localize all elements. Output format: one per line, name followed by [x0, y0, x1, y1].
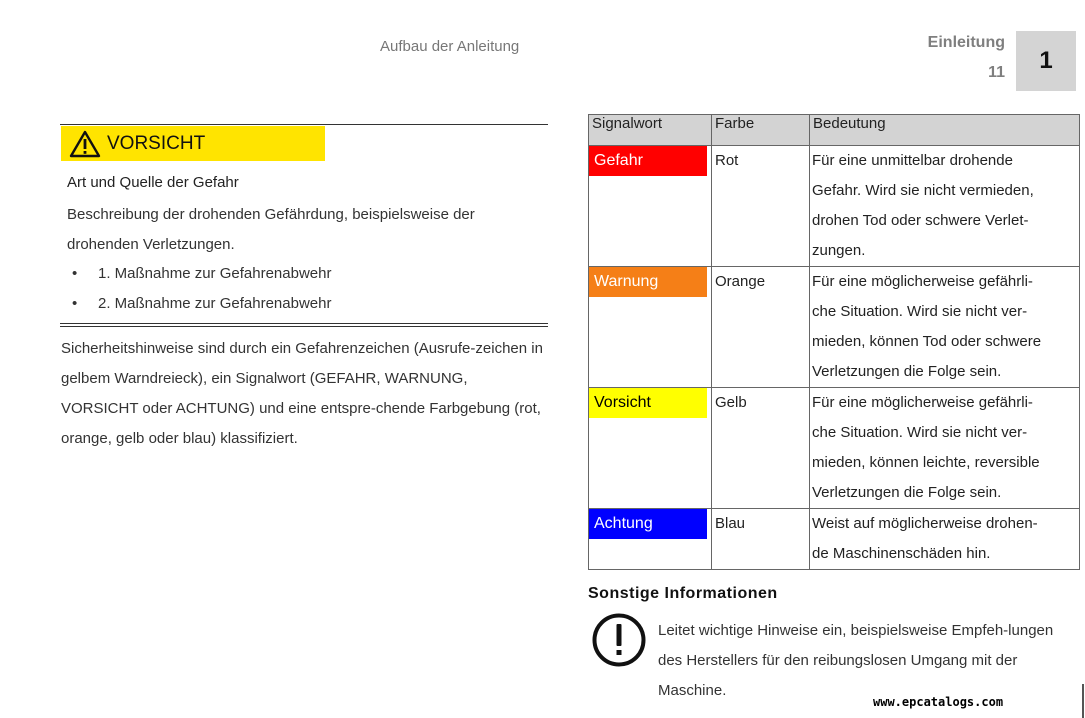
meaning-line: mieden, können Tod oder schwere	[812, 333, 1042, 350]
warning-box-top-rule	[60, 124, 548, 125]
table-row	[589, 267, 1080, 388]
signal-word: VORSICHT	[107, 132, 206, 154]
table-row	[589, 509, 1080, 570]
column-header-farbe: Farbe	[712, 115, 810, 146]
meaning-line: zungen.	[812, 242, 866, 259]
other-info-title: Sonstige Informationen	[588, 585, 778, 602]
signal-word-chip: Achtung	[589, 509, 707, 539]
signal-cell	[589, 146, 712, 267]
color-cell: Orange	[712, 267, 810, 388]
signal-banner	[61, 126, 325, 161]
meaning-line: Verletzungen die Folge sein.	[812, 484, 1002, 501]
warning-box-bottom-rule	[60, 323, 548, 324]
signal-cell	[589, 267, 712, 388]
table-row	[589, 146, 1080, 267]
signal-word-chip: Warnung	[589, 267, 707, 297]
meaning-line: de Maschinenschäden hin.	[812, 545, 991, 562]
running-header-section: Aufbau der Anleitung	[380, 38, 520, 55]
exclamation-circle-icon	[591, 612, 647, 673]
signal-cell	[589, 388, 712, 509]
color-cell: Blau	[712, 509, 810, 570]
hazard-title: Art und Quelle der Gefahr	[67, 174, 239, 191]
meaning-line: Für eine möglicherweise gefährli-	[812, 394, 1033, 411]
running-header-chapter: Einleitung	[927, 34, 1005, 51]
meaning-line: drohen Tod oder schwere Verlet-	[812, 212, 1029, 229]
chapter-number: 1	[1039, 47, 1053, 74]
signal-word-chip: Vorsicht	[589, 388, 707, 418]
measure-item: • 1. Maßnahme zur Gefahrenabwehr	[72, 259, 331, 289]
meaning-line: mieden, können leichte, reversible	[812, 454, 1040, 471]
signal-word-chip: Gefahr	[589, 146, 707, 176]
signal-table-body	[589, 146, 1080, 570]
meaning-cell	[810, 388, 1080, 509]
meaning-cell	[810, 509, 1080, 570]
table-row	[589, 388, 1080, 509]
meaning-line: che Situation. Wird sie nicht ver-	[812, 303, 1028, 320]
meaning-cell	[810, 267, 1080, 388]
measures-list	[72, 259, 331, 319]
meaning-line: Für eine möglicherweise gefährli-	[812, 273, 1033, 290]
warning-box-bottom-rule-double	[60, 326, 548, 327]
meaning-line: Verletzungen die Folge sein.	[812, 363, 1002, 380]
warning-triangle-icon	[69, 130, 101, 158]
meaning-line: Weist auf möglicherweise drohen-	[812, 515, 1038, 532]
column-header-signalwort: Signalwort	[589, 115, 712, 146]
page-number: 11	[988, 64, 1005, 81]
page-edge-line	[1082, 684, 1084, 718]
signal-cell	[589, 509, 712, 570]
color-cell: Rot	[712, 146, 810, 267]
watermark: www.epcatalogs.com	[873, 695, 1004, 709]
meaning-line: Für eine unmittelbar drohende	[812, 152, 1013, 169]
measure-item: • 2. Maßnahme zur Gefahrenabwehr	[72, 289, 331, 319]
table-header-row	[589, 115, 1080, 146]
meaning-line: che Situation. Wird sie nicht ver-	[812, 424, 1028, 441]
column-header-bedeutung: Bedeutung	[810, 115, 1080, 146]
meaning-cell	[810, 146, 1080, 267]
signal-word-table	[588, 114, 1080, 570]
hazard-description: Beschreibung der drohenden Gefährdung, beispielsweise der drohenden Verletzungen.	[67, 206, 475, 253]
classification-paragraph: Sicherheitshinweise sind durch ein Gefahrenzeichen (Ausrufe-zeichen in gelbem Warndreieck), ein Signalwort (GEFAHR, WARNUNG, VORSICHT oder ACHTUNG) und eine entspre-chende Farbgebung (rot, orange, gelb oder blau) klassifiziert.	[61, 340, 543, 447]
other-info-text: Leitet wichtige Hinweise ein, beispielsweise Empfeh-lungen des Herstellers für den reibungslosen Umgang mit der Maschine.	[658, 622, 1054, 699]
meaning-line: Gefahr. Wird sie nicht vermieden,	[812, 182, 1034, 199]
chapter-number-box	[1016, 31, 1076, 91]
color-cell: Gelb	[712, 388, 810, 509]
